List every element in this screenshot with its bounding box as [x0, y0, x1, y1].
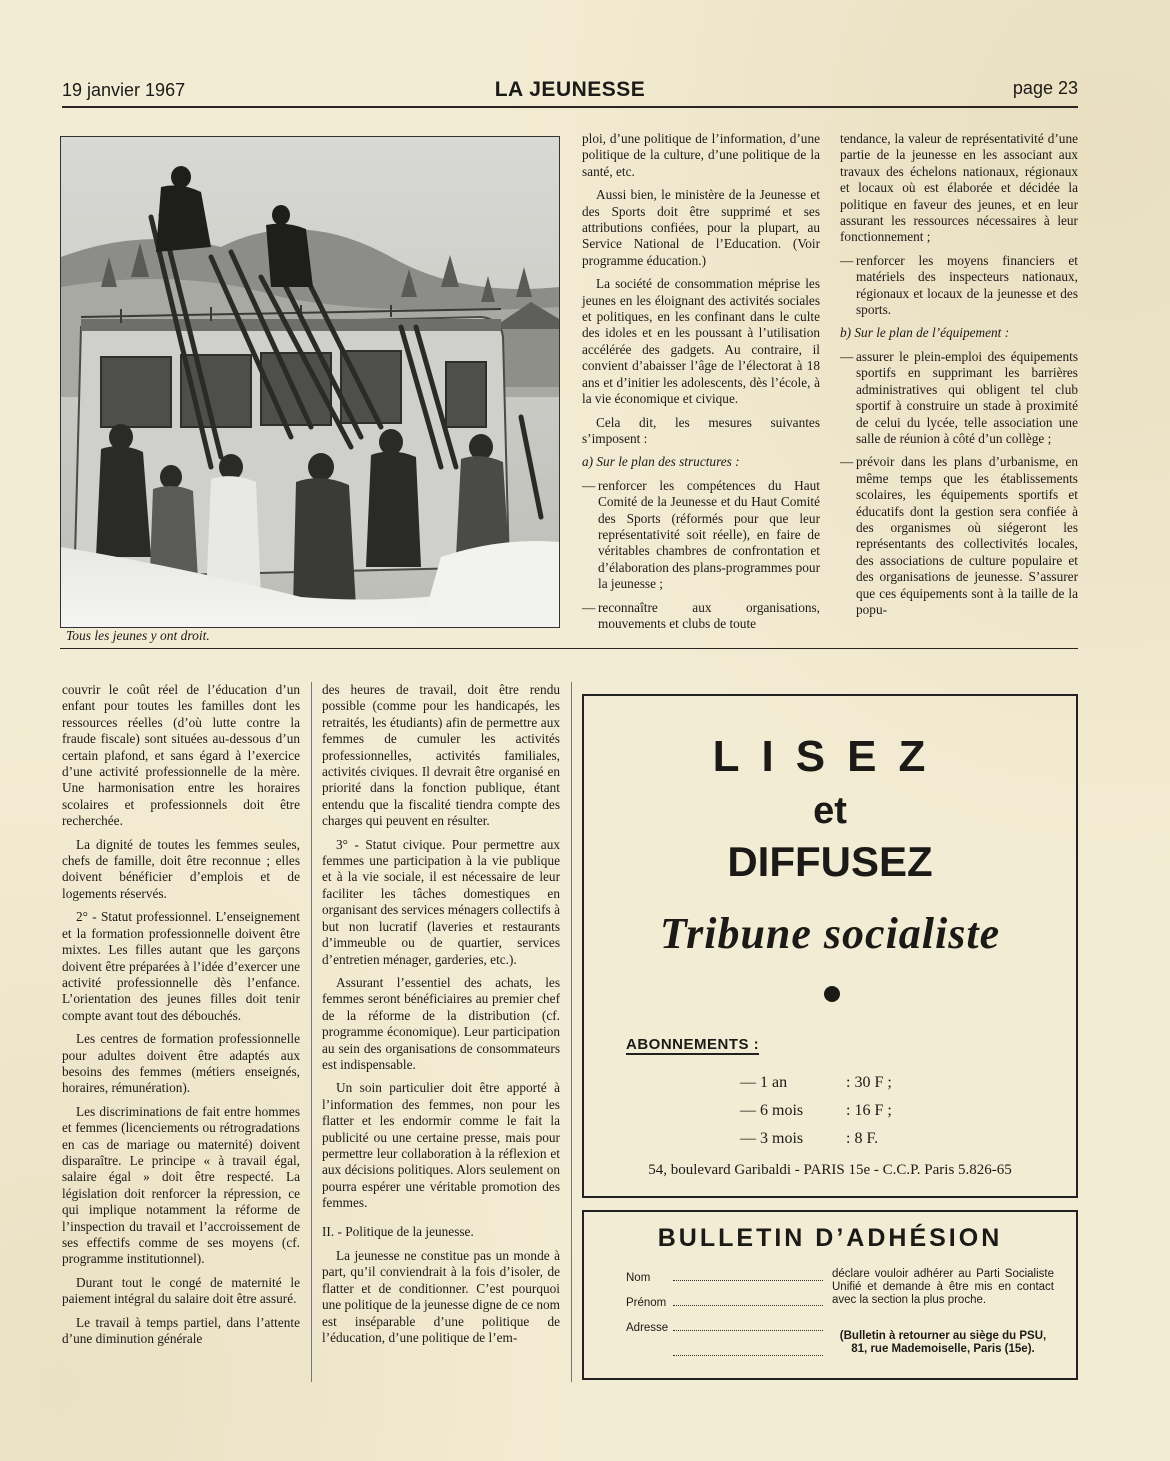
list-item: — prévoir dans les plans d’urbanisme, en même temps que les établissements scolaires, les équipements sportifs et éducatifs dont la gestion sera confiée à des organismes où siégeront les représentants des collectivités locales, des associations de culture populaire et des organisations de jeunesse. S’assurer que ces équipements sont à la taille de la popu- [840, 454, 1078, 617]
paragraph: couvrir le coût réel de l’éducation d’un enfant pour toutes les familles dont les ressources réelles (d’où lutte contre la fraude fiscale) sont situées au-dessous d’un certain plafond, et sans égard à l’exercice d’une activité professionnelle de la mère. Une harmonisation entre les horaires scolaires et professionnels doit être recherchée. [62, 682, 300, 829]
rate-price: : 8 F. [846, 1130, 879, 1147]
paragraph: Un soin particulier doit être apporté à l’information des femmes, non pour les flatter et les endormir comme le fait la publicité ou une certaine presse, mais pour permettre leur collaboration à la réflexion et aux décisions politiques. Alors seulement on pourra espérer une véritable promotion des femmes. [322, 1080, 560, 1211]
paragraph: des heures de travail, doit être rendu possible (comme pour les handicapés, les retraités, les étudiants) afin de permettre aux femmes de cumuler les activités professionnelles, activités familiales, activités civiques. Il devrait être organisé en priorité dans la fonction publique, étant entendu que la fiscalité tiendra compte des charges qui peuvent en résulter. [322, 682, 560, 829]
article-column-top-right [840, 131, 1078, 625]
issue-date: 19 janvier 1967 [62, 80, 186, 100]
ad-publication-name: Tribune socialiste [659, 909, 1001, 958]
subscriptions-label: ABONNEMENTS : [626, 1036, 760, 1053]
paragraph: Les discriminations de fait entre hommes et femmes (licenciements ou rétrogradations en cas de mariage ou maternité) doivent disparaître. Le principe « à travail égal, salaire égal » doit être respecté. La législation doit renforcer la répression, ce qui implique notamment la réforme de l’inspection du travail et l’accroissement de ses effectifs comme de ses moyens (cf. programme institutionnel). [62, 1103, 300, 1267]
page-number: page 23 [1012, 78, 1078, 98]
paragraph: Le travail à temps partiel, dans l’attente d’une diminution générale [62, 1314, 300, 1347]
rate-duration: — 1 an [740, 1074, 788, 1091]
photo-ski-bus [60, 136, 560, 628]
paragraph: tendance, la valeur de représentativité d’une partie de la jeunesse en les associant aux travaux des échelons nationaux, régionaux et locaux où est élaborée et décidée la politique en faveur des jeunes, et en leur assurant les ressources nécessaires à leur fonctionnement ; [840, 131, 1078, 245]
rate-price: : 30 F ; [846, 1074, 892, 1091]
article-column-bottom-middle [322, 682, 560, 1353]
form-title: BULLETIN D’ADHÉSION [657, 1224, 1003, 1252]
paragraph: La société de consommation méprise les jeunes en les éloignant des activités sociales et politiques, en les confinant dans le culte des idoles et en les poussant à l’utilisation accélérée des gadgets. Au contraire, il convient d’abaisser l’âge de l’électorat à 18 ans et d’initier les adolescents, dès l’école, à la vie économique et civique. [582, 276, 820, 407]
membership-form [582, 1210, 1078, 1380]
paragraph: 3° - Statut civique. Pour permettre aux femmes une participation à la vie publique et à la vie sociale, il est nécessaire de leur faciliter les tâches domestiques en organisant des services ménagers collectifs à but non lucratif (laveries et restaurants d’immeuble ou de quartier, services d’entretien ménager, garderies, etc.). [322, 836, 560, 967]
column-rule [311, 682, 312, 1382]
paragraph: La jeunesse ne constitue pas un monde à part, qu’il conviendrait à la fois d’isoler, de flatter et de conditionner. C’est pourquoi une politique de la jeunesse digne de ce nom est inséparable d’une politique de l’éducation, d’une politique de l’em- [322, 1248, 560, 1346]
advertisement-tribune-socialiste [582, 694, 1078, 1198]
paragraph: Assurant l’essentiel des achats, les femmes seront bénéficiaires au premier chef de la réforme de la distribution (cf. programme économique). Leur participation au sein des organisations de consommateurs est indispensable. [322, 974, 560, 1072]
list-item: — reconnaître aux organisations, mouvements et clubs de toute [582, 599, 820, 631]
paragraph: 2° - Statut professionnel. L’enseignement et la formation professionnelle doivent être mixtes. Les filles autant que les garçons doivent être préparées à l’idée d’exercer une activité professionnelle dès l’enfance. L’orientation des jeunes filles doit tenir compte avant tout des débouchés. [62, 909, 300, 1023]
subheading-structures: a) Sur le plan des structures : [582, 454, 740, 470]
list-item: — renforcer les moyens financiers et matériels des inspecteurs nationaux, régionaux et locaux de la jeunesse et des sports. [840, 252, 1078, 318]
rate-duration: — 3 mois [740, 1130, 804, 1147]
rate-price: : 16 F ; [846, 1102, 892, 1119]
bullet-dot-icon [824, 986, 840, 1002]
ad-headline-et: et [813, 790, 847, 832]
ad-address: 54, boulevard Garibaldi - PARIS 15e - C.C.P. Paris 5.826-65 [648, 1162, 1012, 1178]
paragraph: Durant tout le congé de maternité le paiement intégral du salaire doit être assuré. [62, 1274, 300, 1307]
address-field[interactable]: Adresse [626, 1320, 823, 1345]
photo-caption: Tous les jeunes y ont droit. [66, 628, 210, 643]
section-title: LA JEUNESSE [494, 78, 646, 101]
running-head [62, 76, 1078, 106]
column-rule [571, 682, 572, 1382]
ad-headline-lisez: LISEZ [712, 732, 948, 781]
first-name-field[interactable]: Prénom [626, 1295, 823, 1320]
subheading-equipement: b) Sur le plan de l’équipement : [840, 325, 1010, 341]
section-heading: II. - Politique de la jeunesse. [322, 1223, 474, 1239]
form-fields [626, 1270, 823, 1370]
header-rule [62, 106, 1078, 108]
address-field-line2[interactable] [626, 1345, 823, 1370]
form-return-note: (Bulletin à retourner au siège du PSU, 81, rue Mademoiselle, Paris (15e). [839, 1330, 1047, 1355]
paragraph: Cela dit, les mesures suivantes s’imposent : [582, 414, 820, 446]
list-item: — renforcer les compétences du Haut Comité de la Jeunesse et du Haut Comité des Sports (réformés pour que leur représentativité soit réelle), en faire de véritables chambres de confrontation et d’élaboration des plans-programmes pour la jeunesse ; [582, 477, 820, 592]
paragraph: Aussi bien, le ministère de la Jeunesse et des Sports doit être supprimé et ses attributions confiées, pour la plupart, au Service National de l’Education. (Voir programme éducation.) [582, 187, 820, 268]
article-column-top-middle [582, 131, 820, 639]
paragraph: La dignité de toutes les femmes seules, chefs de famille, doit être reconnue ; elles doivent bénéficier d’emplois et de logements réservés. [62, 836, 300, 901]
form-declaration: déclare vouloir adhérer au Parti Socialiste Unifié et demande à être mis en contact avec la section la plus proche. [832, 1268, 1054, 1306]
name-field[interactable]: Nom [626, 1270, 823, 1295]
ad-headline-diffusez: DIFFUSEZ [727, 838, 933, 885]
article-column-bottom-left [62, 682, 300, 1354]
paragraph: Les centres de formation professionnelle pour adultes doivent être adaptés aux besoins des femmes (métiers enseignés, horaires, rémunération). [62, 1031, 300, 1096]
list-item: — assurer le plein-emploi des équipements sportifs en supprimant les barrières administratives qui obligent tel club sportif à construire un stade à proximité de celui du lycée, telle association une salle de réunion à côté d’un collège ; [840, 348, 1078, 446]
paragraph: ploi, d’une politique de l’information, d’une politique de la culture, d’une politique de la santé, etc. [582, 131, 820, 179]
rate-duration: — 6 mois [740, 1102, 804, 1119]
caption-rule [60, 648, 1078, 649]
